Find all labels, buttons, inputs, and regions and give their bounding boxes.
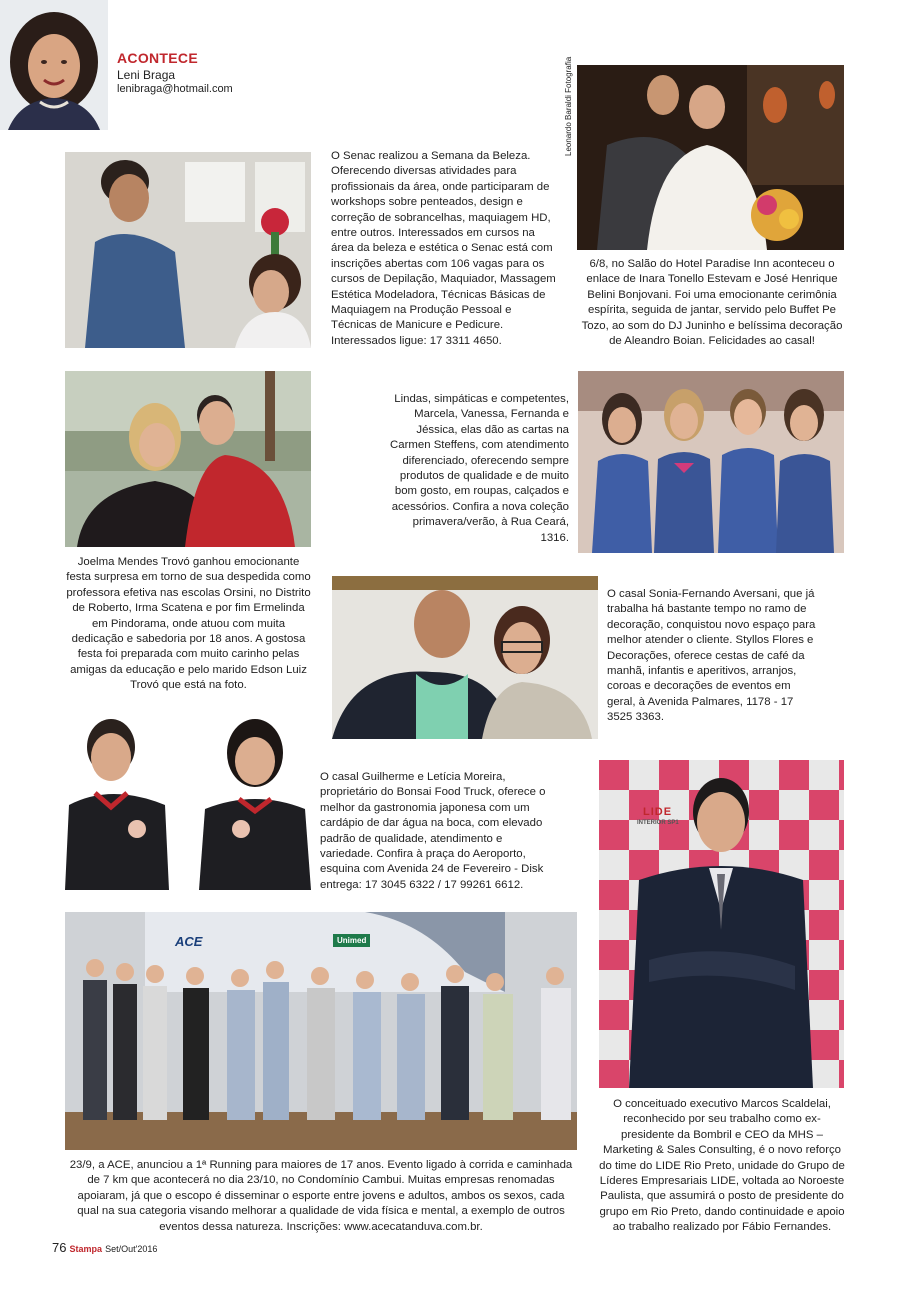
senac-caption: O Senac realizou a Semana da Beleza. Oferecendo diversas atividades para profissionais da área, onde participaram de workshops sobre penteados, design e correção de sobrancelhas, maquiagem HD, entre outros. Interessados em cursos na área da beleza e estética o Senac está com inscrições abertas com 106 vagas para os cursos de Depilação, Maquiador, Massagem Estética Modeladora, Técnicas Básicas de Maquiagem na Produção Pessoal e Técnicas de Manicure e Pedicure. Interessados ligue: 17 3311 4650. (331, 150, 556, 347)
wedding-photo (577, 65, 844, 250)
columnist-portrait (0, 0, 108, 130)
carmen-caption: Lindas, simpáticas e competentes, Marcela, Vanessa, Fernanda e Jéssica, elas dão as cartas na Carmen Steffens, com atendimento diferenciado, oferecendo sempre produtos de qualidade e de muito bom gosto, em roupas, calçados e acessórios. Confira a nova coleção primavera/verão, à Rua Ceará, 1316. (390, 393, 569, 544)
ace-logo: ACE (175, 934, 203, 949)
magazine-name: Stampa (69, 1244, 103, 1254)
bonsai-photo (65, 713, 311, 890)
page-footer (52, 1240, 157, 1255)
lide-logo-sub: INTERIOR SP1 (637, 820, 679, 826)
bonsai-caption: O casal Guilherme e Letícia Moreira, proprietário do Bonsai Food Truck, oferece o melhor da gastronomia japonesa com um cardápio de dar água na boca, com elevado padrão de qualidade, atendimento e variedade. Confira à praça do Aeroporto, esquina com Avenida 24 de Fevereiro - Disk entrega: 17 3045 6322 / 17 99261 6612. (320, 771, 546, 891)
senac-photo (65, 152, 311, 348)
ace-caption: 23/9, a ACE, anunciou a 1ª Running para maiores de 17 anos. Evento ligado à corrida e caminhada de 7 km que acontecerá no dia 23/10, no Condomínio Cambui. Muitas empresas renomadas apoiaram, já que o escopo é disseminar o esporte entre jovens e adultos, ambos os sexos, cada qual na sua categoria visando melhorar a qualidade de vida física e mental, a exemplo de outros eventos dessa natureza. Inscrições: www.acecatanduva.com.br. (69, 1159, 573, 1233)
issue-date: Set/Out'2016 (105, 1244, 158, 1254)
marcos-photo (599, 760, 844, 1088)
aversani-caption: O casal Sonia-Fernando Aversani, que já trabalha há bastante tempo no ramo de decoração, conquistou novo espaço para melhor atender o cliente. Styllos Flores e Decorações, oferece cestas de café da manhã, infantis e aperitivos, arranjos, coroas e decorações de eventos em geral, à Avenida Palmares, 1178 - 17 3525 3363. (607, 588, 816, 724)
photo-credit: Leonardo Baraldi Fotografia (564, 56, 573, 156)
joelma-photo (65, 371, 311, 547)
column-email: lenibraga@hotmail.com (117, 83, 233, 95)
column-title: ACONTECE (117, 50, 198, 66)
unimed-logo: Unimed (333, 934, 370, 947)
marcos-caption: O conceituado executivo Marcos Scaldelai, reconhecido por seu trabalho como ex-presidente da Bombril e CEO da MHS – Marketing & Sales Consulting, é o novo reforço do time do LIDE Rio Preto, unidade do Grupo de Líderes Empresariais LIDE, voltada ao Noroeste Paulista, que assumirá o posto de presidente do grupo em Rio Preto, dando continuidade e apoio ao trabalho realizado por Fábio Fernandes. (599, 1098, 845, 1234)
lide-logo: LIDE (643, 806, 673, 818)
column-author: Leni Braga (117, 68, 176, 82)
ace-group-photo (65, 912, 577, 1150)
wedding-caption: 6/8, no Salão do Hotel Paradise Inn aconteceu o enlace de Inara Tonello Estevam e José Henrique Belini Bonjovani. Foi uma emocionante cerimônia espírita, seguida de jantar, servido pelo Buffet Pe Tozo, ao som do DJ Juninho e belíssima decoração de Aleandro Boian. Felicidades ao casal! (581, 258, 843, 348)
joelma-caption: Joelma Mendes Trovó ganhou emocionante festa surpresa em torno de sua despedida como professora efetiva nas escolas Orsini, no Distrito de Roberto, Irma Scatena e por fim Ermelinda em Pindorama, onde atuou com muita dedicação e sabedoria por 18 anos. A gostosa festa foi preparada com muito carinho pelas amigas da educação e pelo marido Edson Luiz Trovó que está na foto. (66, 556, 311, 692)
carmen-photo (578, 371, 844, 553)
aversani-photo (332, 576, 598, 739)
page-number: 76 (52, 1240, 67, 1255)
